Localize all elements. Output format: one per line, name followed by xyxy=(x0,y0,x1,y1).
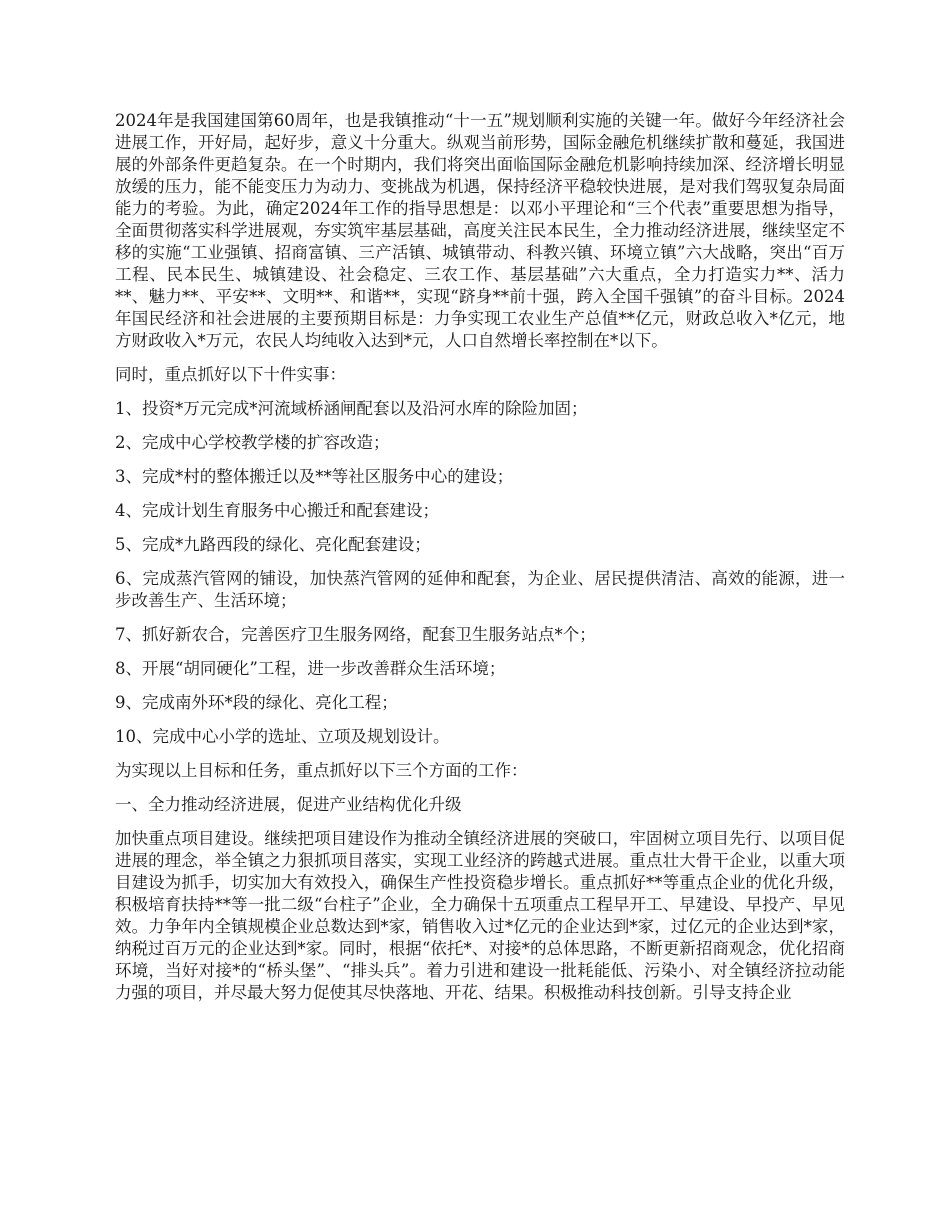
list-item: 6、完成蒸汽管网的铺设，加快蒸汽管网的延伸和配套，为企业、居民提供清洁、高效的能源，进一步改善生产、生活环境； xyxy=(115,569,845,610)
list-item: 8、开展“胡同硬化”工程，进一步改善群众生活环境； xyxy=(115,659,506,678)
list-item: 3、完成*村的整体搬迁以及**等社区服务中心的建设； xyxy=(115,467,514,486)
intro-paragraph: 2024年是我国建国第60周年，也是我镇推动“十一五”规划顺利实施的关键一年。做好今年经济社会进展工作，开好局，起好步，意义十分重大。纵观当前形势，国际金融危机继续扩散和蔓延，我国进展的外部条件更趋复杂。在一个时期内，我们将突出面临国际金融危机影响持续加深、经济增长明显放缓的压力，能不能变压力为动力、变挑战为机遇，保持经济平稳较快进展，是对我们驾驭复杂局面能力的考验。为此，确定2024年工作的指导思想是：以邓小平理论和“三个代表”重要思想为指导，全面贯彻落实科学进展观，夯实筑牢基层基础，高度关注民本民生，全力推动经济进展，继续坚定不移的实施“工业强镇、招商富镇、三产活镇、城镇带动、科教兴镇、环境立镇”六大战略，突出“百万工程、民本民生、城镇建设、社会稳定、三农工作、基层基础”六大重点，全力打造实力**、活力**、魅力**、平安**、文明**、和谐**，实现“跻身**前十强，跨入全国千强镇”的奋斗目标。2024年国民经济和社会进展的主要预期目标是：力争实现工农业生产总值**亿元，财政总收入*亿元，地方财政收入*万元，农民人均纯收入达到*元，人口自然增长率控制在*以下。 xyxy=(115,111,845,350)
list-item: 9、完成南外环*段的绿化、亮化工程； xyxy=(115,693,398,712)
section-heading: 一、全力推动经济进展，促进产业结构优化升级 xyxy=(115,795,462,814)
list-item: 7、抓好新农合，完善医疗卫生服务网络，配套卫生服务站点*个； xyxy=(115,625,596,644)
list-item: 2、完成中心学校教学楼的扩容改造； xyxy=(115,433,390,452)
list-item: 10、完成中心小学的选址、立项及规划设计。 xyxy=(115,727,450,746)
section-body-paragraph: 加快重点项目建设。继续把项目建设作为推动全镇经济进展的突破口，牢固树立项目先行、以项目促进展的理念，举全镇之力狠抓项目落实，实现工业经济的跨越式进展。重点壮大骨干企业，以重大项目建设为抓手，切实加大有效投入，确保生产性投资稳步增长。重点抓好**等重点企业的优化升级，积极培育扶持**等一批二级“台柱子”企业，全力确保十五项重点工程早开工、早建设、早投产、早见效。力争年内全镇规模企业总数达到*家，销售收入过*亿元的企业达到*家，过亿元的企业达到*家，纳税过百万元的企业达到*家。同时，根据“依托*、对接*的总体思路，不断更新招商观念，优化招商环境，当好对接*的“桥头堡”、“排头兵”。着力引进和建设一批耗能低、污染小、对全镇经济拉动能力强的项目，并尽最大努力促使其尽快落地、开花、结果。积极推动科技创新。引导支持企业 xyxy=(115,829,845,1002)
list-item: 5、完成*九路西段的绿化、亮化配套建设； xyxy=(115,535,431,554)
document-page xyxy=(115,110,845,1016)
list-item: 1、投资*万元完成*河流域桥涵闸配套以及沿河水库的除险加固； xyxy=(115,399,588,418)
focus-intro-paragraph: 同时，重点抓好以下十件实事： xyxy=(115,365,346,384)
list-item: 4、完成计划生育服务中心搬迁和配套建设； xyxy=(115,501,439,520)
tasks-intro-paragraph: 为实现以上目标和任务，重点抓好以下三个方面的工作： xyxy=(115,761,528,780)
